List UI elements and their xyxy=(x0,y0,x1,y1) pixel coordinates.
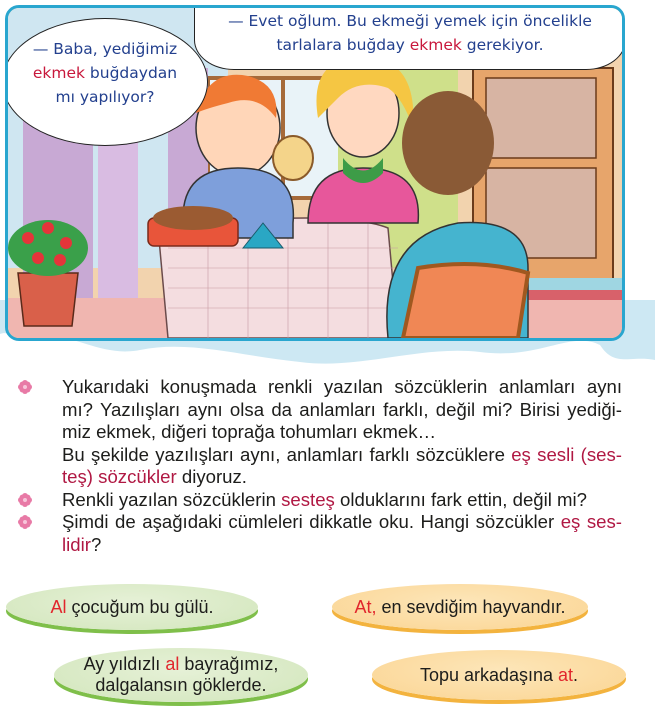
term-sesteş: sesteş xyxy=(281,488,335,510)
sentence-at-2: Topu arkadaşına at. xyxy=(372,650,626,700)
sentence-at-1: At, en sevdiğim hayvandır. xyxy=(332,584,588,630)
keyword-at: at xyxy=(558,664,574,685)
paragraph-2: Renkli yazılan sözcüklerin sesteş olduklarını fark ettin, değil mi? xyxy=(62,489,622,512)
bubble-boy-line1: — Baba, yediğimiz xyxy=(32,40,178,58)
term-sesses-sozcukler: teş) sözcükler xyxy=(62,466,177,487)
bubble-mother-line1: — Evet oğlum. Bu ekmeği yemek için öncelikle xyxy=(228,12,592,30)
term-es-sesli: eş sesli (ses- xyxy=(511,443,622,465)
bubble-boy-line3: mı yapılıyor? xyxy=(55,88,155,106)
keyword-ekmek: ekmek xyxy=(409,36,462,54)
keyword-at: At, xyxy=(354,596,377,617)
speech-bubble-boy: — Baba, yediğimiz ekmek buğdaydan mı yapılıyor? xyxy=(5,18,208,146)
sentence-al-2: Ay yıldızlı al bayrağımız, dalgalansın göklerde. xyxy=(54,648,308,702)
flower-bullet-icon xyxy=(18,515,32,529)
speech-bubble-mother: — Evet oğlum. Bu ekmeği yemek için öncelikle tarlalara buğday ekmek gerekiyor. xyxy=(194,5,625,70)
keyword-al: al xyxy=(165,654,180,674)
flower-bullet-icon xyxy=(18,380,32,394)
paragraph-1: Yukarıdaki konuşmada renkli yazılan sözcüklerin anlamları aynı mı? Yazılışları aynı olsa da anlamları farklı, değil mi? Birisi yediği- miz ekmek, diğeri toprağa tohumları ekmek… Bu şekilde yazılışları aynı, anlamları farklı sözcüklere eş sesli (ses- teş) sözcükler diyoruz. xyxy=(62,376,622,489)
sentence-al-1: Al çocuğum bu gülü. xyxy=(6,584,258,630)
term-es-sesli: eş ses- xyxy=(560,511,622,532)
paragraph-3: Şimdi de aşağıdaki cümleleri dikkatle oku. Hangi sözcükler eş ses- lidir? xyxy=(62,511,622,556)
flower-bullet-icon xyxy=(18,493,32,507)
keyword-ekmek: ekmek xyxy=(32,64,85,82)
lesson-text xyxy=(62,376,622,556)
keyword-al: Al xyxy=(50,596,67,617)
illustration-frame xyxy=(5,5,625,341)
